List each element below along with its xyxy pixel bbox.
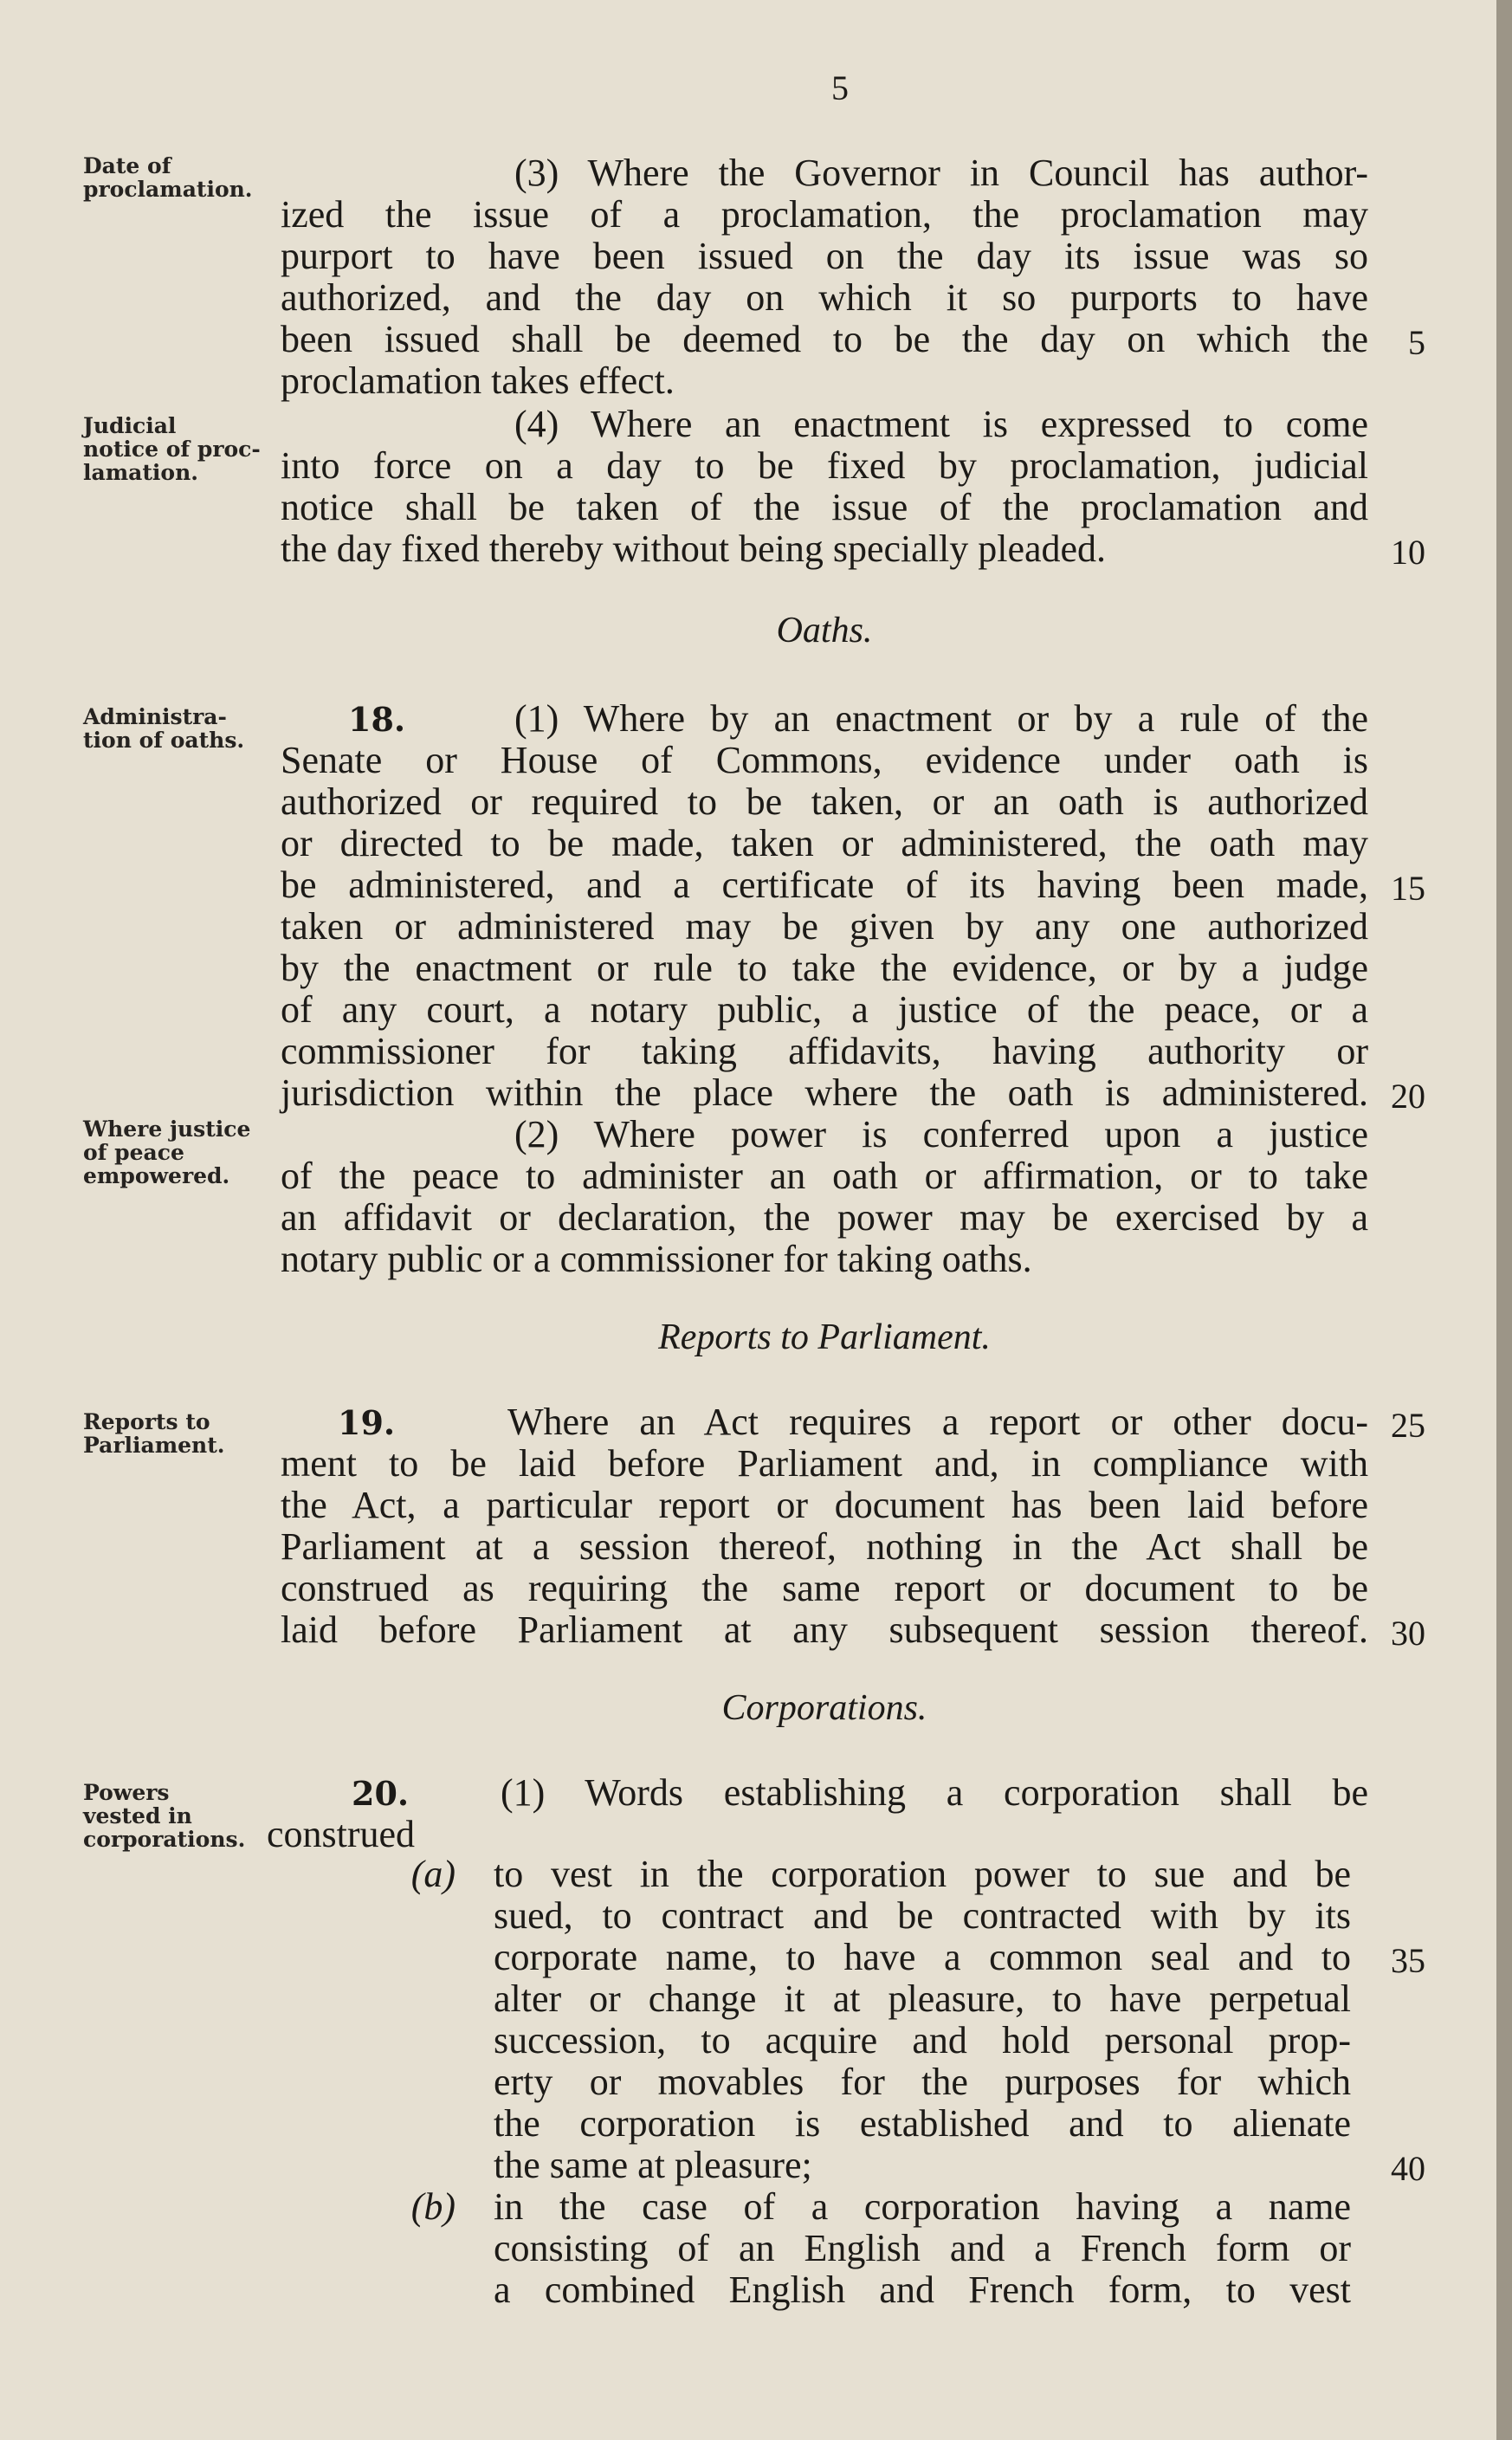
body-line: in the case of a corporation having a name [494, 2185, 1351, 2228]
heading-reports-to-parliament: Reports to Parliament. [658, 1317, 991, 1357]
paragraph-label: (a) [410, 1853, 456, 1895]
body-line: succession, to acquire and hold personal prop- [494, 2019, 1351, 2061]
body-line: Senate or House of Commons, evidence under oath is [281, 739, 1368, 781]
heading-corporations: Corporations. [721, 1688, 927, 1728]
body-line: ized the issue of a proclamation, the proclamation may [281, 193, 1368, 236]
body-line: the day fixed thereby without being specially pleaded. [281, 527, 1107, 570]
body-line: the corporation is established and to alienate [494, 2102, 1351, 2145]
section-number: 19. [338, 1403, 396, 1442]
line-number: 40 [1391, 2149, 1425, 2188]
body-line: by the enactment or rule to take the evidence, or by a judge [281, 947, 1368, 989]
side-note-line: proclamation. [83, 177, 253, 202]
body-line: to vest in the corporation power to sue and be [494, 1853, 1351, 1895]
body-line: been issued shall be deemed to be the day on which the [281, 318, 1368, 360]
body-line: purport to have been issued on the day its issue was so [281, 235, 1368, 277]
body-line: (1) Words establishing a corporation shall be [501, 1771, 1368, 1814]
paragraph-label-a [395, 1854, 456, 1895]
side-note-where-justice-empowered [83, 1117, 274, 1188]
paragraph-label-b [395, 2186, 456, 2228]
line-number: 5 [1408, 323, 1425, 362]
body-line: consisting of an English and a French form or [494, 2227, 1351, 2269]
body-line: construed [267, 1813, 416, 1855]
side-note-line: vested in [83, 1803, 192, 1828]
heading-oaths: Oaths. [776, 611, 873, 650]
side-note-judicial-notice [83, 414, 274, 484]
body-line: (2) Where power is conferred upon a justice [514, 1113, 1368, 1155]
body-line: a combined English and French form, to vest [494, 2268, 1351, 2311]
body-line: be administered, and a certificate of its having been made, [281, 864, 1368, 906]
body-line: notary public or a commissioner for taking oaths. [281, 1238, 1032, 1280]
body-line: of the peace to administer an oath or affirmation, or to take [281, 1155, 1368, 1197]
side-note-administration-of-oaths [83, 705, 274, 752]
body-line: (4) Where an enactment is expressed to come [514, 403, 1368, 445]
side-note-reports-to-parliament [83, 1410, 274, 1457]
body-line: notice shall be taken of the issue of the proclamation and [281, 486, 1368, 528]
side-note-line: Powers [83, 1780, 170, 1805]
side-note-line: empowered. [83, 1163, 230, 1188]
body-line: authorized, and the day on which it so purports to have [281, 276, 1368, 319]
line-number: 15 [1391, 869, 1425, 908]
body-line: ment to be laid before Parliament and, in compliance with [281, 1442, 1368, 1485]
body-line: erty or movables for the purposes for which [494, 2061, 1351, 2103]
side-note-line: corporations. [83, 1827, 246, 1852]
body-line: Parliament at a session thereof, nothing in the Act shall be [281, 1525, 1368, 1568]
side-note-line: Judicial [83, 413, 177, 438]
body-line: sued, to contract and be contracted with by its [494, 1894, 1351, 1937]
line-number: 10 [1391, 533, 1425, 572]
side-note-powers-vested [83, 1781, 274, 1851]
line-number: 30 [1391, 1614, 1425, 1653]
page-edge-shadow [1496, 0, 1512, 2440]
side-note-line: notice of proc- [83, 437, 261, 462]
side-note-line: Parliament. [83, 1433, 225, 1458]
body-line: authorized or required to be taken, or an oath is authorized [281, 780, 1368, 823]
page-number: 5 [831, 68, 849, 107]
side-note-line: Reports to [83, 1409, 210, 1434]
body-line: Where an Act requires a report or other docu- [507, 1401, 1368, 1443]
body-line: the same at pleasure; [494, 2144, 812, 2186]
line-number: 35 [1391, 1941, 1425, 1980]
body-line: alter or change it at pleasure, to have perpetual [494, 1977, 1351, 2020]
body-line: or directed to be made, taken or administered, the oath may [281, 822, 1368, 864]
paragraph-label: (b) [410, 2185, 456, 2228]
side-note-line: lamation. [83, 460, 198, 485]
body-line: (3) Where the Governor in Council has author- [514, 152, 1368, 194]
body-line: an affidavit or declaration, the power may be exercised by a [281, 1196, 1368, 1239]
side-note-line: Where justice [83, 1116, 251, 1142]
side-note-line: Administra- [83, 704, 227, 729]
side-note-date-of-proclamation [83, 154, 274, 201]
body-line: construed as requiring the same report or document to be [281, 1567, 1368, 1609]
body-line: into force on a day to be fixed by proclamation, judicial [281, 444, 1368, 487]
body-line: commissioner for taking affidavits, having authority or [281, 1030, 1368, 1072]
body-line: the Act, a particular report or document has been laid before [281, 1484, 1368, 1526]
body-line: jurisdiction within the place where the oath is administered. [281, 1071, 1368, 1114]
body-line: corporate name, to have a common seal and to [494, 1936, 1351, 1978]
side-note-line: of peace [83, 1140, 184, 1165]
side-note-line: tion of oaths. [83, 728, 245, 753]
body-line: of any court, a notary public, a justice of the peace, or a [281, 988, 1368, 1031]
body-line: taken or administered may be given by any one authorized [281, 905, 1368, 948]
section-number: 18. [348, 700, 406, 739]
line-number: 25 [1391, 1406, 1425, 1445]
section-number: 20. [352, 1774, 410, 1813]
body-line: (1) Where by an enactment or by a rule of the [514, 697, 1368, 740]
body-line: laid before Parliament at any subsequent session thereof. [281, 1608, 1368, 1651]
body-line: proclamation takes effect. [281, 359, 675, 402]
side-note-line: Date of [83, 153, 171, 178]
line-number: 20 [1391, 1077, 1425, 1116]
